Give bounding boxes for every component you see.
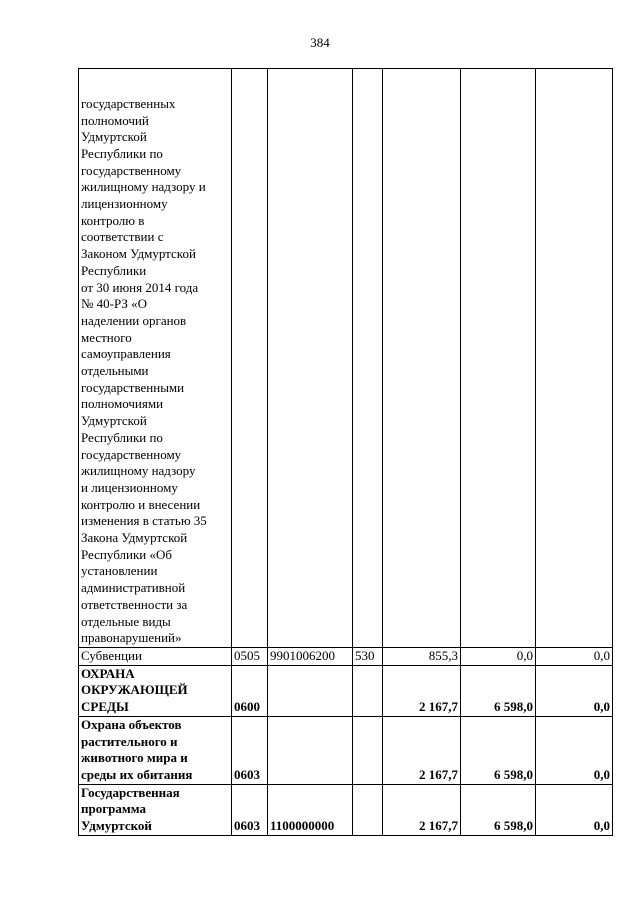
value-2-cell: [461, 69, 536, 648]
continuation-text: государственных полномочий Удмуртской Республики по государственному жилищному надзору и лицензионному контролю в соответствии с Законом Удмуртской Республики от 30 июня 2014 года № 40-РЗ «О наделении органов местного самоуправления отдельными государственными полномочиями Удмуртской Республики по государственному жилищному надзору и лицензионному контролю и внесении изменения в статью 35 Закона Удмуртской Республики «Об установлении административной ответственности за отдельные виды правонарушений»: [81, 95, 207, 646]
row-name-cell: [79, 784, 232, 835]
value-1-cell: 2 167,7: [383, 784, 461, 835]
section-cell: [232, 69, 268, 648]
table-row: [79, 648, 613, 666]
row-name-text: Государственная программа Удмуртской: [81, 784, 180, 834]
section-cell: 0603: [232, 716, 268, 784]
expense-type-cell: [353, 69, 383, 648]
value-2-cell: 6 598,0: [461, 665, 536, 716]
value-1-cell: 2 167,7: [383, 665, 461, 716]
table-row: [79, 665, 613, 716]
budget-table: [78, 68, 613, 836]
section-cell: 0600: [232, 665, 268, 716]
table-row: [79, 784, 613, 835]
row-name-cell: [79, 665, 232, 716]
value-1-cell: 2 167,7: [383, 716, 461, 784]
value-3-cell: 0,0: [536, 716, 613, 784]
target-cell: [268, 665, 353, 716]
expense-type-cell: 530: [353, 648, 383, 666]
value-2-cell: 6 598,0: [461, 784, 536, 835]
table-row-continuation: [79, 69, 613, 648]
row-name-text: ОХРАНА ОКРУЖАЮЩЕЙ СРЕДЫ: [81, 665, 188, 715]
value-2-cell: 0,0: [461, 648, 536, 666]
row-name-cell: [79, 716, 232, 784]
value-3-cell: 0,0: [536, 784, 613, 835]
value-3-cell: 0,0: [536, 648, 613, 666]
row-name-cell: Субвенции: [79, 648, 232, 666]
page-number: 384: [310, 35, 330, 50]
value-2-cell: 6 598,0: [461, 716, 536, 784]
expense-type-cell: [353, 665, 383, 716]
expense-type-cell: [353, 716, 383, 784]
table-row: [79, 716, 613, 784]
value-3-cell: 0,0: [536, 665, 613, 716]
section-cell: 0505: [232, 648, 268, 666]
target-cell: [268, 69, 353, 648]
target-cell: [268, 716, 353, 784]
row-name-cell: [79, 69, 232, 648]
target-cell: 1100000000: [268, 784, 353, 835]
value-1-cell: [383, 69, 461, 648]
section-cell: 0603: [232, 784, 268, 835]
value-3-cell: [536, 69, 613, 648]
target-cell: 9901006200: [268, 648, 353, 666]
expense-type-cell: [353, 784, 383, 835]
row-name-text: Охрана объектов растительного и животного мира и среды их обитания: [81, 716, 193, 782]
value-1-cell: 855,3: [383, 648, 461, 666]
